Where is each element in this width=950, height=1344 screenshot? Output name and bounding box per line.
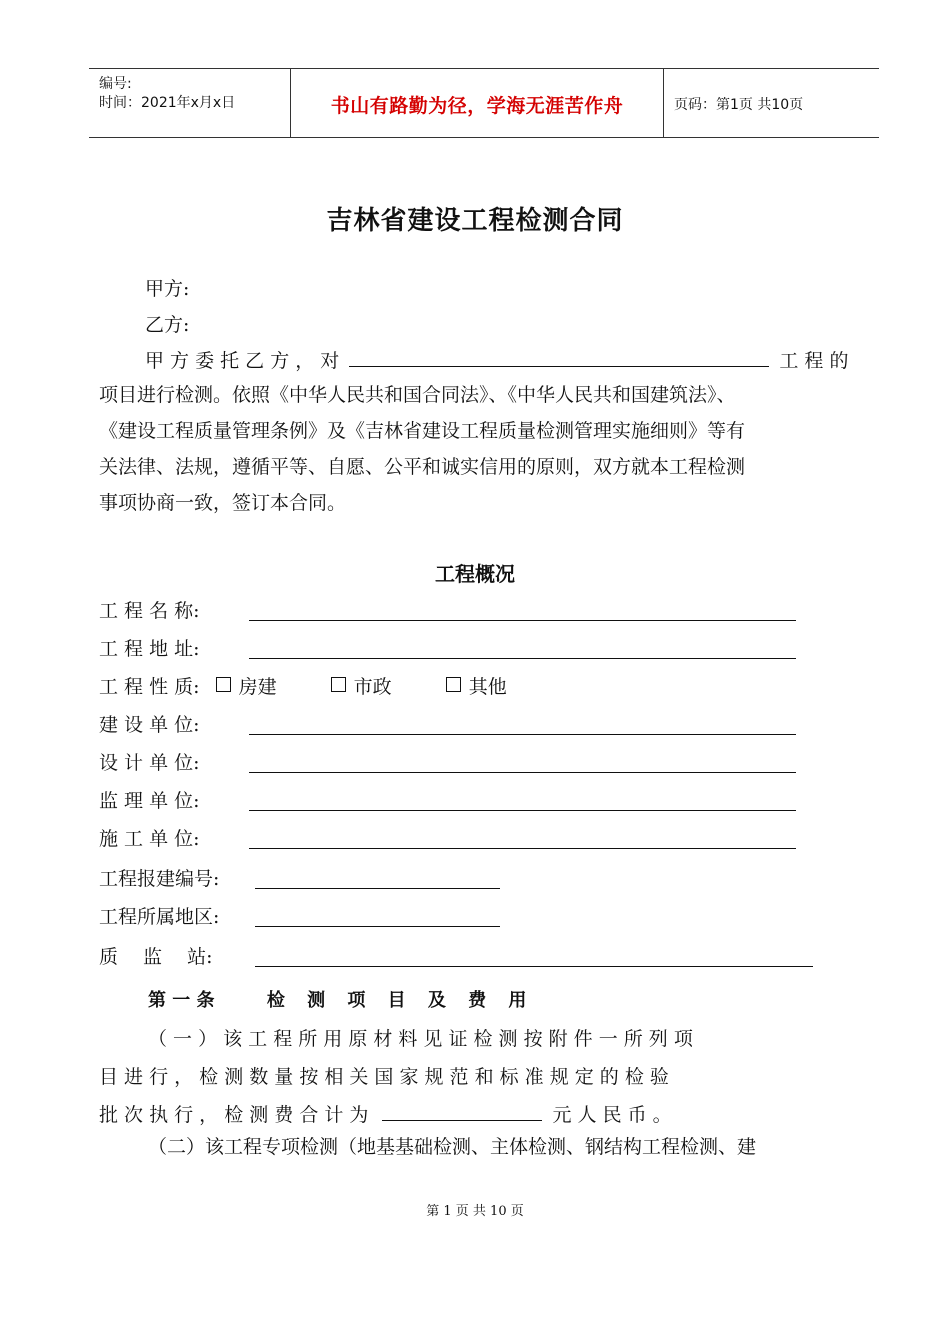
field-label: 工程所属地区: <box>99 906 220 928</box>
field-supervisor <box>99 786 200 812</box>
nature-option-other[interactable]: 其他 <box>446 676 507 698</box>
article1-heading <box>148 986 534 1012</box>
article1-p1-line3 <box>99 1100 672 1127</box>
field-project-name <box>99 596 200 622</box>
para1-line5: 事项协商一致，签订本合同。 <box>99 492 347 514</box>
field-label: 监 理 单 位: <box>99 790 200 812</box>
header-page-label: 页码：第1页 共10页 <box>674 97 804 113</box>
fee-amount-blank[interactable] <box>382 1102 542 1121</box>
fee-text-end: 元 人 民 币 。 <box>552 1104 672 1126</box>
checkbox-icon[interactable] <box>216 677 231 692</box>
party-a-label: 甲方: <box>145 278 190 300</box>
qc-station-line[interactable] <box>255 966 813 967</box>
page-footer: 第 1 页 共 10 页 <box>426 1204 524 1219</box>
para1-line3: 《建设工程质量管理条例》及《吉林省建设工程质量检测管理实施细则》等有 <box>99 420 746 442</box>
project-name-blank[interactable] <box>349 348 769 367</box>
header-band <box>89 68 879 138</box>
field-label: 工 程 性 质: <box>99 676 200 698</box>
nature-option-housing[interactable]: 房建 <box>216 676 277 698</box>
project-name-line[interactable] <box>249 620 796 621</box>
field-qc-station <box>99 942 212 968</box>
supervisor-line[interactable] <box>249 810 796 811</box>
field-label: 工 程 名 称: <box>99 600 200 622</box>
checkbox-icon[interactable] <box>446 677 461 692</box>
designer-line[interactable] <box>249 772 796 773</box>
field-label: 建 设 单 位: <box>99 714 200 736</box>
field-region <box>99 902 219 928</box>
overview-title: 工程概况 <box>435 562 515 586</box>
constructor-line[interactable] <box>249 848 796 849</box>
report-number-line[interactable] <box>255 888 500 889</box>
para1-end: 工 程 的 <box>779 350 849 372</box>
header-motto: 书山有路勤为径，学海无涯苦作舟 <box>330 95 624 117</box>
doc-time-label: 时间：2021年x月x日 <box>99 95 236 111</box>
doc-number-label: 编号: <box>99 76 132 92</box>
article1-p2-line1: （二）该工程专项检测（地基基础检测、主体检测、钢结构工程检测、建 <box>148 1136 757 1158</box>
field-label: 施 工 单 位: <box>99 828 200 850</box>
field-constructor <box>99 824 200 850</box>
header-left-cell <box>89 69 289 137</box>
article1-title: 检 测 项 目 及 费 用 <box>266 990 535 1011</box>
article1-p1-line1: （ 一 ） 该 工 程 所 用 原 材 料 见 证 检 测 按 附 件 一 所 列 项 <box>148 1028 693 1050</box>
field-label: 工 程 地 址: <box>99 638 200 660</box>
field-designer <box>99 748 200 774</box>
document-title: 吉林省建设工程检测合同 <box>326 206 624 236</box>
header-right-cell <box>664 69 879 137</box>
fee-text-start: 批 次 执 行 ， 检 测 费 合 计 为 <box>99 1104 369 1126</box>
para1-line4: 关法律、法规，遵循平等、自愿、公平和诚实信用的原则，双方就本工程检测 <box>99 456 746 478</box>
para1-line2: 项目进行检测。依照《中华人民共和国合同法》、《中华人民共和国建筑法》、 <box>99 384 736 406</box>
para1-start: 甲 方 委 托 乙 方 ， 对 <box>145 350 340 372</box>
para1-line1 <box>145 346 848 373</box>
field-report-number <box>99 864 219 890</box>
party-b-label: 乙方: <box>145 314 190 336</box>
checkbox-icon[interactable] <box>331 677 346 692</box>
article1-number: 第 一 条 <box>148 990 215 1011</box>
project-address-line[interactable] <box>249 658 796 659</box>
field-label: 工程报建编号: <box>99 868 220 890</box>
builder-line[interactable] <box>249 734 796 735</box>
field-builder <box>99 710 200 736</box>
field-label: 设 计 单 位: <box>99 752 200 774</box>
field-project-address <box>99 634 200 660</box>
field-label: 质 监 站: <box>99 946 213 968</box>
field-project-nature <box>99 672 507 698</box>
nature-option-municipal[interactable]: 市政 <box>331 676 392 698</box>
region-line[interactable] <box>255 926 500 927</box>
header-center-cell <box>290 69 664 137</box>
article1-p1-line2: 目 进 行 ， 检 测 数 量 按 相 关 国 家 规 范 和 标 准 规 定 的 检 验 <box>99 1066 669 1088</box>
